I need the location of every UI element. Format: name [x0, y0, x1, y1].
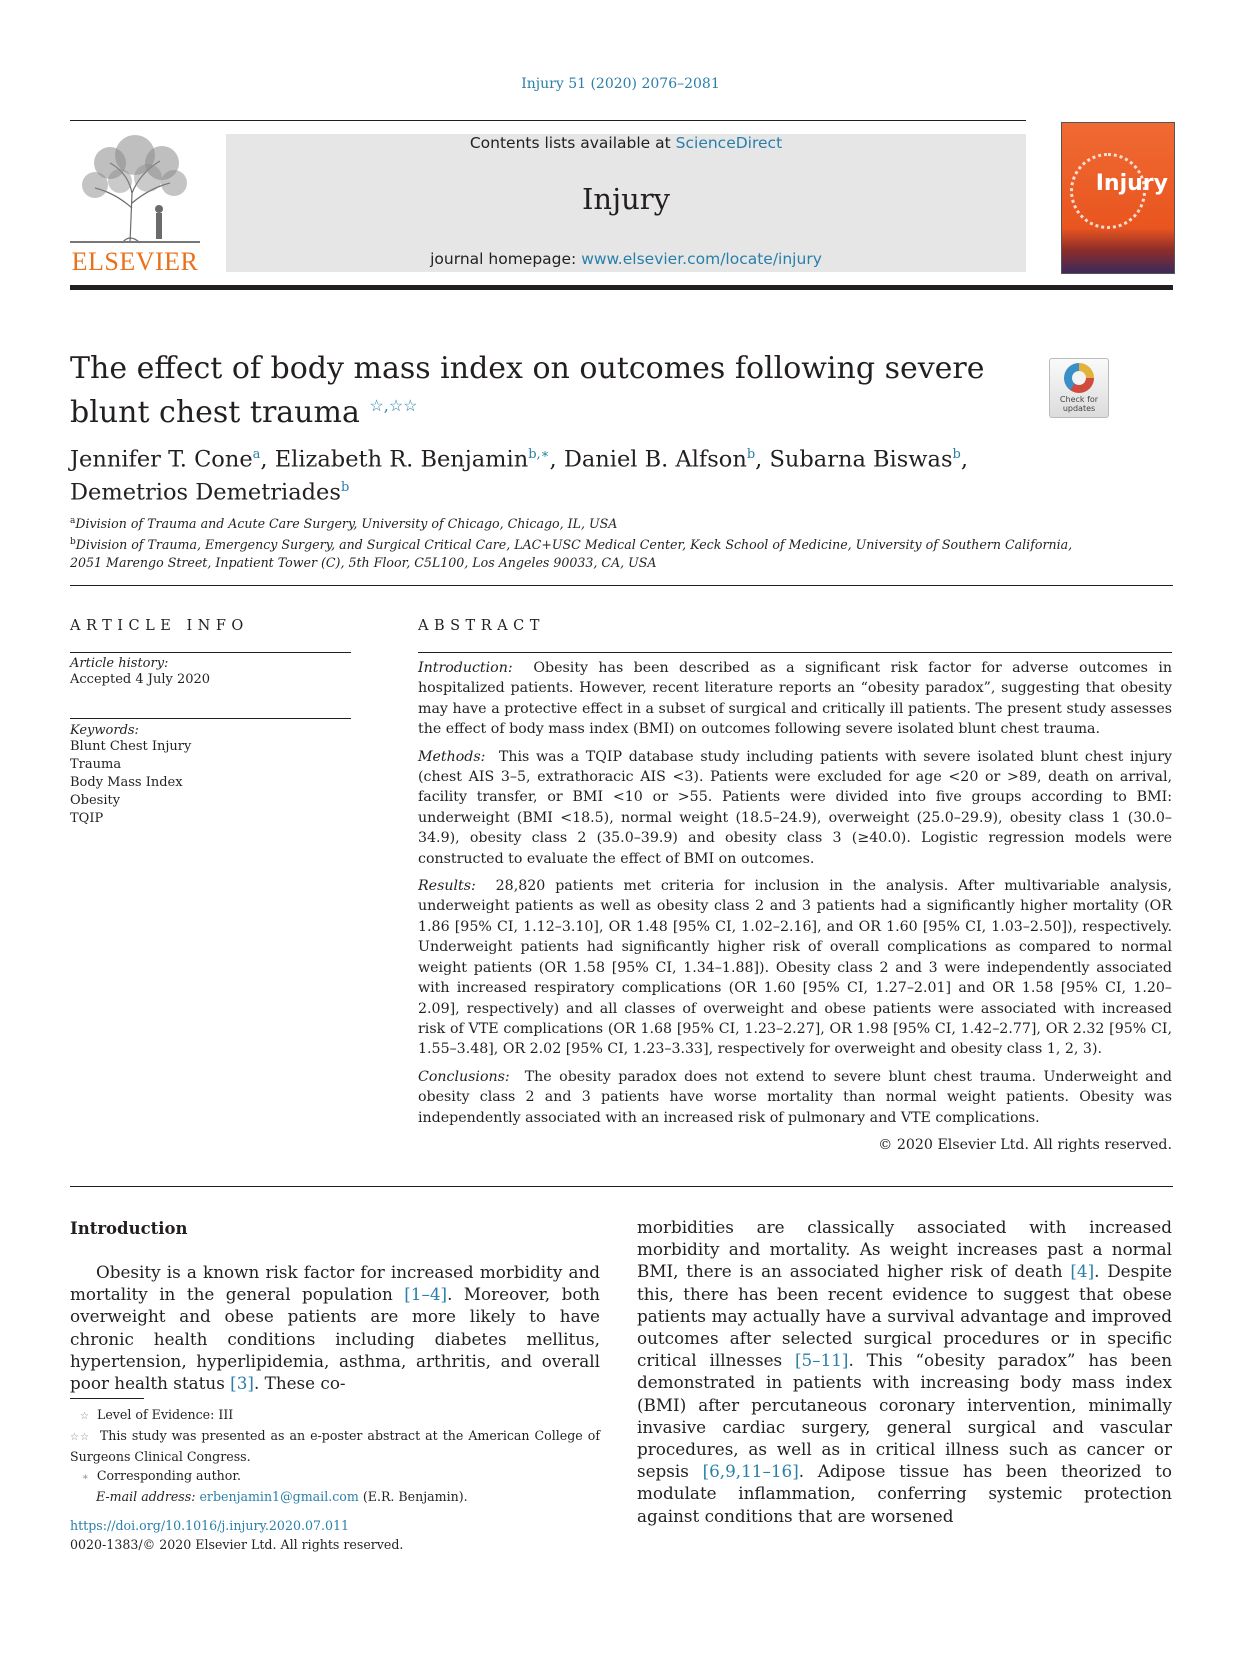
- homepage-link[interactable]: www.elsevier.com/locate/injury: [581, 250, 822, 268]
- keyword-item: TQIP: [70, 811, 104, 826]
- introduction-heading: Introduction: [70, 1219, 188, 1238]
- abstract-body: [418, 658, 1172, 1162]
- abstract-introduction: Introduction: Obesity has been described as a significant risk factor for adverse outcomes in hospitalized patients. However, recent literature reports an “obesity paradox”, suggesting that obesity may have a protective effect in a subset of surgical and critically ill patients. The present study assesses the effect of body mass index (BMI) on outcomes following severe isolated blunt chest trauma.: [418, 660, 1172, 738]
- article-title: The effect of body mass index on outcomes following severe blunt chest trauma: [70, 351, 985, 430]
- contents-line: [226, 134, 1026, 152]
- affil-divider: [70, 585, 1173, 586]
- citation-link[interactable]: [5–11]: [794, 1350, 849, 1371]
- author-name[interactable]: Daniel B. Alfson: [563, 446, 747, 473]
- article-info-heading: ARTICLE INFO: [70, 618, 249, 634]
- author-affil-marker[interactable]: b,∗: [528, 447, 550, 462]
- affiliation-item: $^a$Division of Trauma and Acute Care Surgery, University of Chicago, Chicago, IL, USA: [70, 516, 618, 532]
- author-name[interactable]: Jennifer T. Cone: [70, 446, 253, 473]
- history-value: Accepted 4 July 2020: [70, 672, 211, 687]
- doi-link[interactable]: https://doi.org/10.1016/j.injury.2020.07.011: [70, 1518, 350, 1533]
- article-history: [70, 656, 351, 689]
- contents-prefix: Contents lists available at: [469, 134, 676, 152]
- author-name[interactable]: Subarna Biswas: [769, 446, 953, 473]
- footnote-rule: [70, 1398, 144, 1399]
- abstract-copyright: © 2020 Elsevier Ltd. All rights reserved.: [878, 1136, 1172, 1153]
- author-affil-marker[interactable]: a: [252, 447, 261, 462]
- author-affil-marker[interactable]: b: [952, 447, 961, 462]
- affiliations: [70, 512, 1170, 572]
- elsevier-logo[interactable]: [70, 133, 200, 275]
- keywords-label: Keywords:: [70, 723, 139, 738]
- journal-name: Injury: [581, 182, 671, 216]
- info-rule: [70, 652, 351, 653]
- abstract-conclusions: Conclusions: The obesity paradox does not extend to severe blunt chest trauma. Underweight and obesity class 2 and 3 patients have worse mortality than normal weight patients. Obesity was independently associated with an increased risk of pulmonary and VTE complications.: [418, 1068, 1172, 1126]
- history-label: Article history:: [70, 656, 169, 671]
- crossmark-icon: [1064, 363, 1094, 393]
- abstract-divider: [70, 1186, 1173, 1187]
- footnote-item: ☆☆ This study was presented as an e-poster abstract at the American College of Surgeons Clinical Congress.: [70, 1428, 600, 1464]
- abstract-methods: Methods: This was a TQIP database study including patients with severe isolated blunt chest injury (chest AIS 3–5, extrathoracic AIS <3). Patients were excluded for age <20 or >89, death on arrival, facility transfer, or BMI <10 or >55. Patients were divided into five groups according to BMI: underweight (BMI <18.5), normal weight (18.5–24.9), overweight (25.0–29.9), obesity class 1 (30.0–34.9), obesity class 2 (35.0–39.9) and obesity class 3 (≥40.0). Logistic regression models were constructed to evaluate the effect of BMI on outcomes.: [418, 748, 1172, 867]
- affiliation-item: 2051 Marengo Street, Inpatient Tower (C), 5th Floor, C5L100, Los Angeles 90033, CA, USA: [70, 555, 657, 571]
- intro-paragraph: Obesity is a known risk factor for increased morbidity and mortality in the general population [1–4]. Moreover, both overweight and obese patients are more likely to have chronic health conditions including diabetes mellitus, hypertension, hyperlipidemia, asthma, arthritis, and overall poor health status [3]. These co-: [70, 1262, 600, 1394]
- intro-paragraph-continued: morbidities are classically associated with increased morbidity and mortality. As weight increases past a normal BMI, there is an associated higher risk of death [4]. Despite this, there has been recent evidence to suggest that obese patients may actually have a survival advantage and improved outcomes after selected surgical procedures or in specific critical illnesses [5–11]. This “obesity paradox” has been demonstrated in patients with increasing body mass index (BMI) after percutaneous coronary intervention, minimally invasive cardiac surgery, general surgical and vascular procedures, as well as in critical illness such as cancer or sepsis [6,9,11–16]. Adipose tissue has been theorized to modulate inflammation, conferring systemic protection against conditions that are worsened: [637, 1217, 1173, 1526]
- check-for-updates-button[interactable]: [1049, 358, 1109, 418]
- author-affil-marker[interactable]: b: [746, 447, 756, 462]
- author-affil-marker[interactable]: b: [340, 479, 350, 495]
- journal-citation[interactable]: Injury 51 (2020) 2076–2081: [521, 76, 720, 92]
- author-name[interactable]: Elizabeth R. Benjamin: [274, 446, 529, 473]
- affiliation-item: $^b$Division of Trauma, Emergency Surgery, and Surgical Critical Care, LAC+USC Medical Center, Keck School of Medicine, University of Southern California,: [70, 537, 1073, 553]
- check-updates-label: Check for updates: [1059, 395, 1099, 413]
- author-list: Jennifer T. Cone$^a$, Elizabeth R. Benjamin$^{b,∗}$, Daniel B. Alfson$^b$, Subarna Biswas$^b$, Demetrios Demetriades$^b$: [70, 446, 968, 505]
- citation-link[interactable]: [4]: [1070, 1261, 1095, 1282]
- publisher-name: ELSEVIER: [71, 247, 199, 276]
- header-top-rule: [70, 120, 1026, 121]
- doi-block: [70, 1516, 403, 1554]
- author-name[interactable]: Demetrios Demetriades: [70, 479, 341, 505]
- sciencedirect-link[interactable]: ScienceDirect: [675, 134, 783, 152]
- journal-banner: [226, 134, 1026, 272]
- citation-link[interactable]: [3]: [230, 1373, 254, 1394]
- homepage-line: [226, 250, 1026, 268]
- citation-link[interactable]: [1–4]: [404, 1284, 448, 1305]
- abstract-heading: ABSTRACT: [418, 618, 545, 634]
- keyword-item: Body Mass Index: [70, 775, 183, 790]
- footnote-item: ☆ Level of Evidence: III: [80, 1407, 234, 1422]
- article-title-block: [70, 350, 1010, 431]
- citation-link[interactable]: [6,9,11–16]: [702, 1461, 799, 1482]
- journal-cover-thumbnail[interactable]: [1061, 122, 1175, 274]
- footnotes: [70, 1405, 600, 1506]
- abstract-results: Results: 28,820 patients met criteria for inclusion in the analysis. After multivariable analysis, underweight patients as well as obesity class 2 and 3 patients had a significantly higher mortality (OR 1.86 [95% CI, 1.12–3.10], OR 1.48 [95% CI, 1.02–2.16], and OR 1.60 [95% CI, 1.03–2.50]), respectively. Underweight patients had significantly higher risk of overall complications as compared to normal weight patients (OR 1.58 [95% CI, 1.34–1.88]). Obesity class 2 and 3 were independently associated with increased respiratory complications (OR 1.60 [95% CI, 1.27–2.01] and OR 1.58 [95% CI, 1.20–2.09], respectively) and all classes of overweight and obese patients were associated with increased risk of VTE complications (OR 1.68 [95% CI, 1.23–2.27], OR 1.98 [95% CI, 1.42–2.77], OR 2.32 [95% CI, 1.55–3.48], OR 2.02 [95% CI, 1.23–3.33], respectively for overweight and obesity class 1, 2, 3).: [418, 878, 1172, 1058]
- keyword-item: Trauma: [70, 757, 122, 772]
- header-thick-rule: [70, 285, 1173, 290]
- keywords-rule: [70, 718, 351, 719]
- keywords-block: [70, 723, 351, 828]
- elsevier-tree-icon: [70, 133, 200, 245]
- title-footnote-markers[interactable]: ☆,☆☆: [369, 396, 418, 415]
- homepage-prefix: journal homepage:: [430, 250, 582, 268]
- body-column-left: [70, 1261, 600, 1394]
- email-link[interactable]: erbenjamin1@gmail.com: [199, 1489, 359, 1504]
- issn-line: 0020-1383/© 2020 Elsevier Ltd. All rights reserved.: [70, 1537, 404, 1552]
- keyword-item: Obesity: [70, 793, 121, 808]
- keyword-item: Blunt Chest Injury: [70, 739, 192, 754]
- cover-title: Injury: [1095, 171, 1168, 196]
- footnote-email: E-mail address: erbenjamin1@gmail.com (E.R. Benjamin).: [96, 1489, 468, 1504]
- abstract-rule: [418, 652, 1172, 653]
- footnote-item: ∗ Corresponding author.: [82, 1468, 242, 1483]
- body-column-right: [637, 1216, 1172, 1527]
